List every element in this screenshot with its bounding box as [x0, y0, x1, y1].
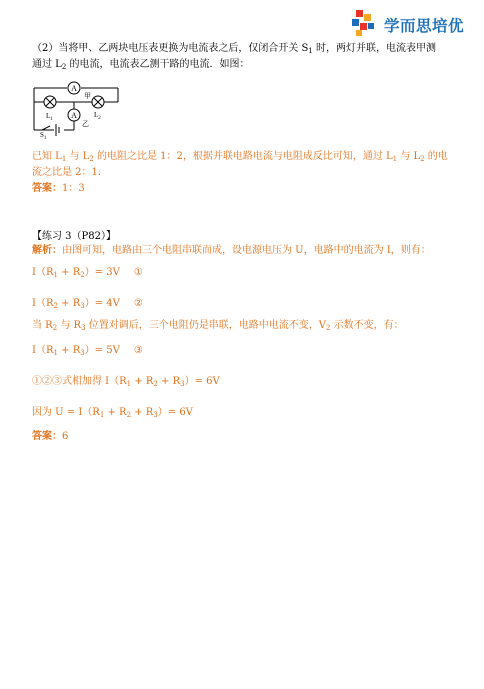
lamp-l1-label: $L_1$ [46, 112, 53, 122]
known-line-1: 已知 $L_1$ 与 $L_2$ 的电阻之比是 1：2，根据并联电路电流与电阻成反比可知，通过 $L_1$ 与 $L_2$ 的电 [32, 151, 448, 163]
swap-text: 当 $R_2$ 与 $R_3$ 位置对调后，三个电阻仍是串联，电路中电流不变，$V_2$ 示数不变，有： [32, 320, 404, 332]
known-line-2: 流之比是 2：1． [32, 167, 108, 178]
label-jia: 甲 [84, 92, 91, 100]
switch-label: $S_1$ [40, 131, 47, 141]
label-yi: 乙 [82, 120, 89, 128]
part2-line-2: 通过 $L_2$ 的电流，电流表乙测干路的电流．如图： [32, 59, 250, 71]
brand-logo [350, 10, 470, 38]
answer-1: 答案：1：3 [32, 183, 85, 194]
exercise-title: 【练习 3（P82）】 [32, 231, 116, 242]
ammeter-jia-letter: A [71, 84, 77, 93]
sum-equation: ①②③式相加得 $I(R_1 + R_2 + R_3)= 6V$ [32, 376, 220, 388]
equation-3: $I(R_1 + R_3)= 5V$ ③ [32, 345, 143, 357]
ammeter-yi-letter: A [71, 111, 77, 120]
circuit-diagram [32, 80, 122, 141]
equation-1: $I(R_1 + R_2)= 3V$ ① [32, 267, 143, 279]
analysis-line: 解析：由图可知，电路由三个电阻串联而成，设电源电压为 U，电路中的电流为 I，则有： [32, 245, 431, 256]
because-equation: 因为 $U = I(R_1 + R_2 + R_3)= 6V$ [32, 407, 193, 419]
brand-name: 学而思培优 [384, 17, 465, 35]
part2-line-1: （2）当将甲、乙两块电压表更换为电流表之后，仅闭合开关 $S_1$ 时，两灯并联，电流表甲测 [32, 43, 437, 55]
logo-mark-icon [350, 10, 382, 38]
equation-2: $I(R_2 + R_3)= 4V$ ② [32, 298, 143, 310]
lamp-l2-label: $L_2$ [94, 111, 101, 121]
answer-2: 答案：6 [32, 431, 69, 442]
